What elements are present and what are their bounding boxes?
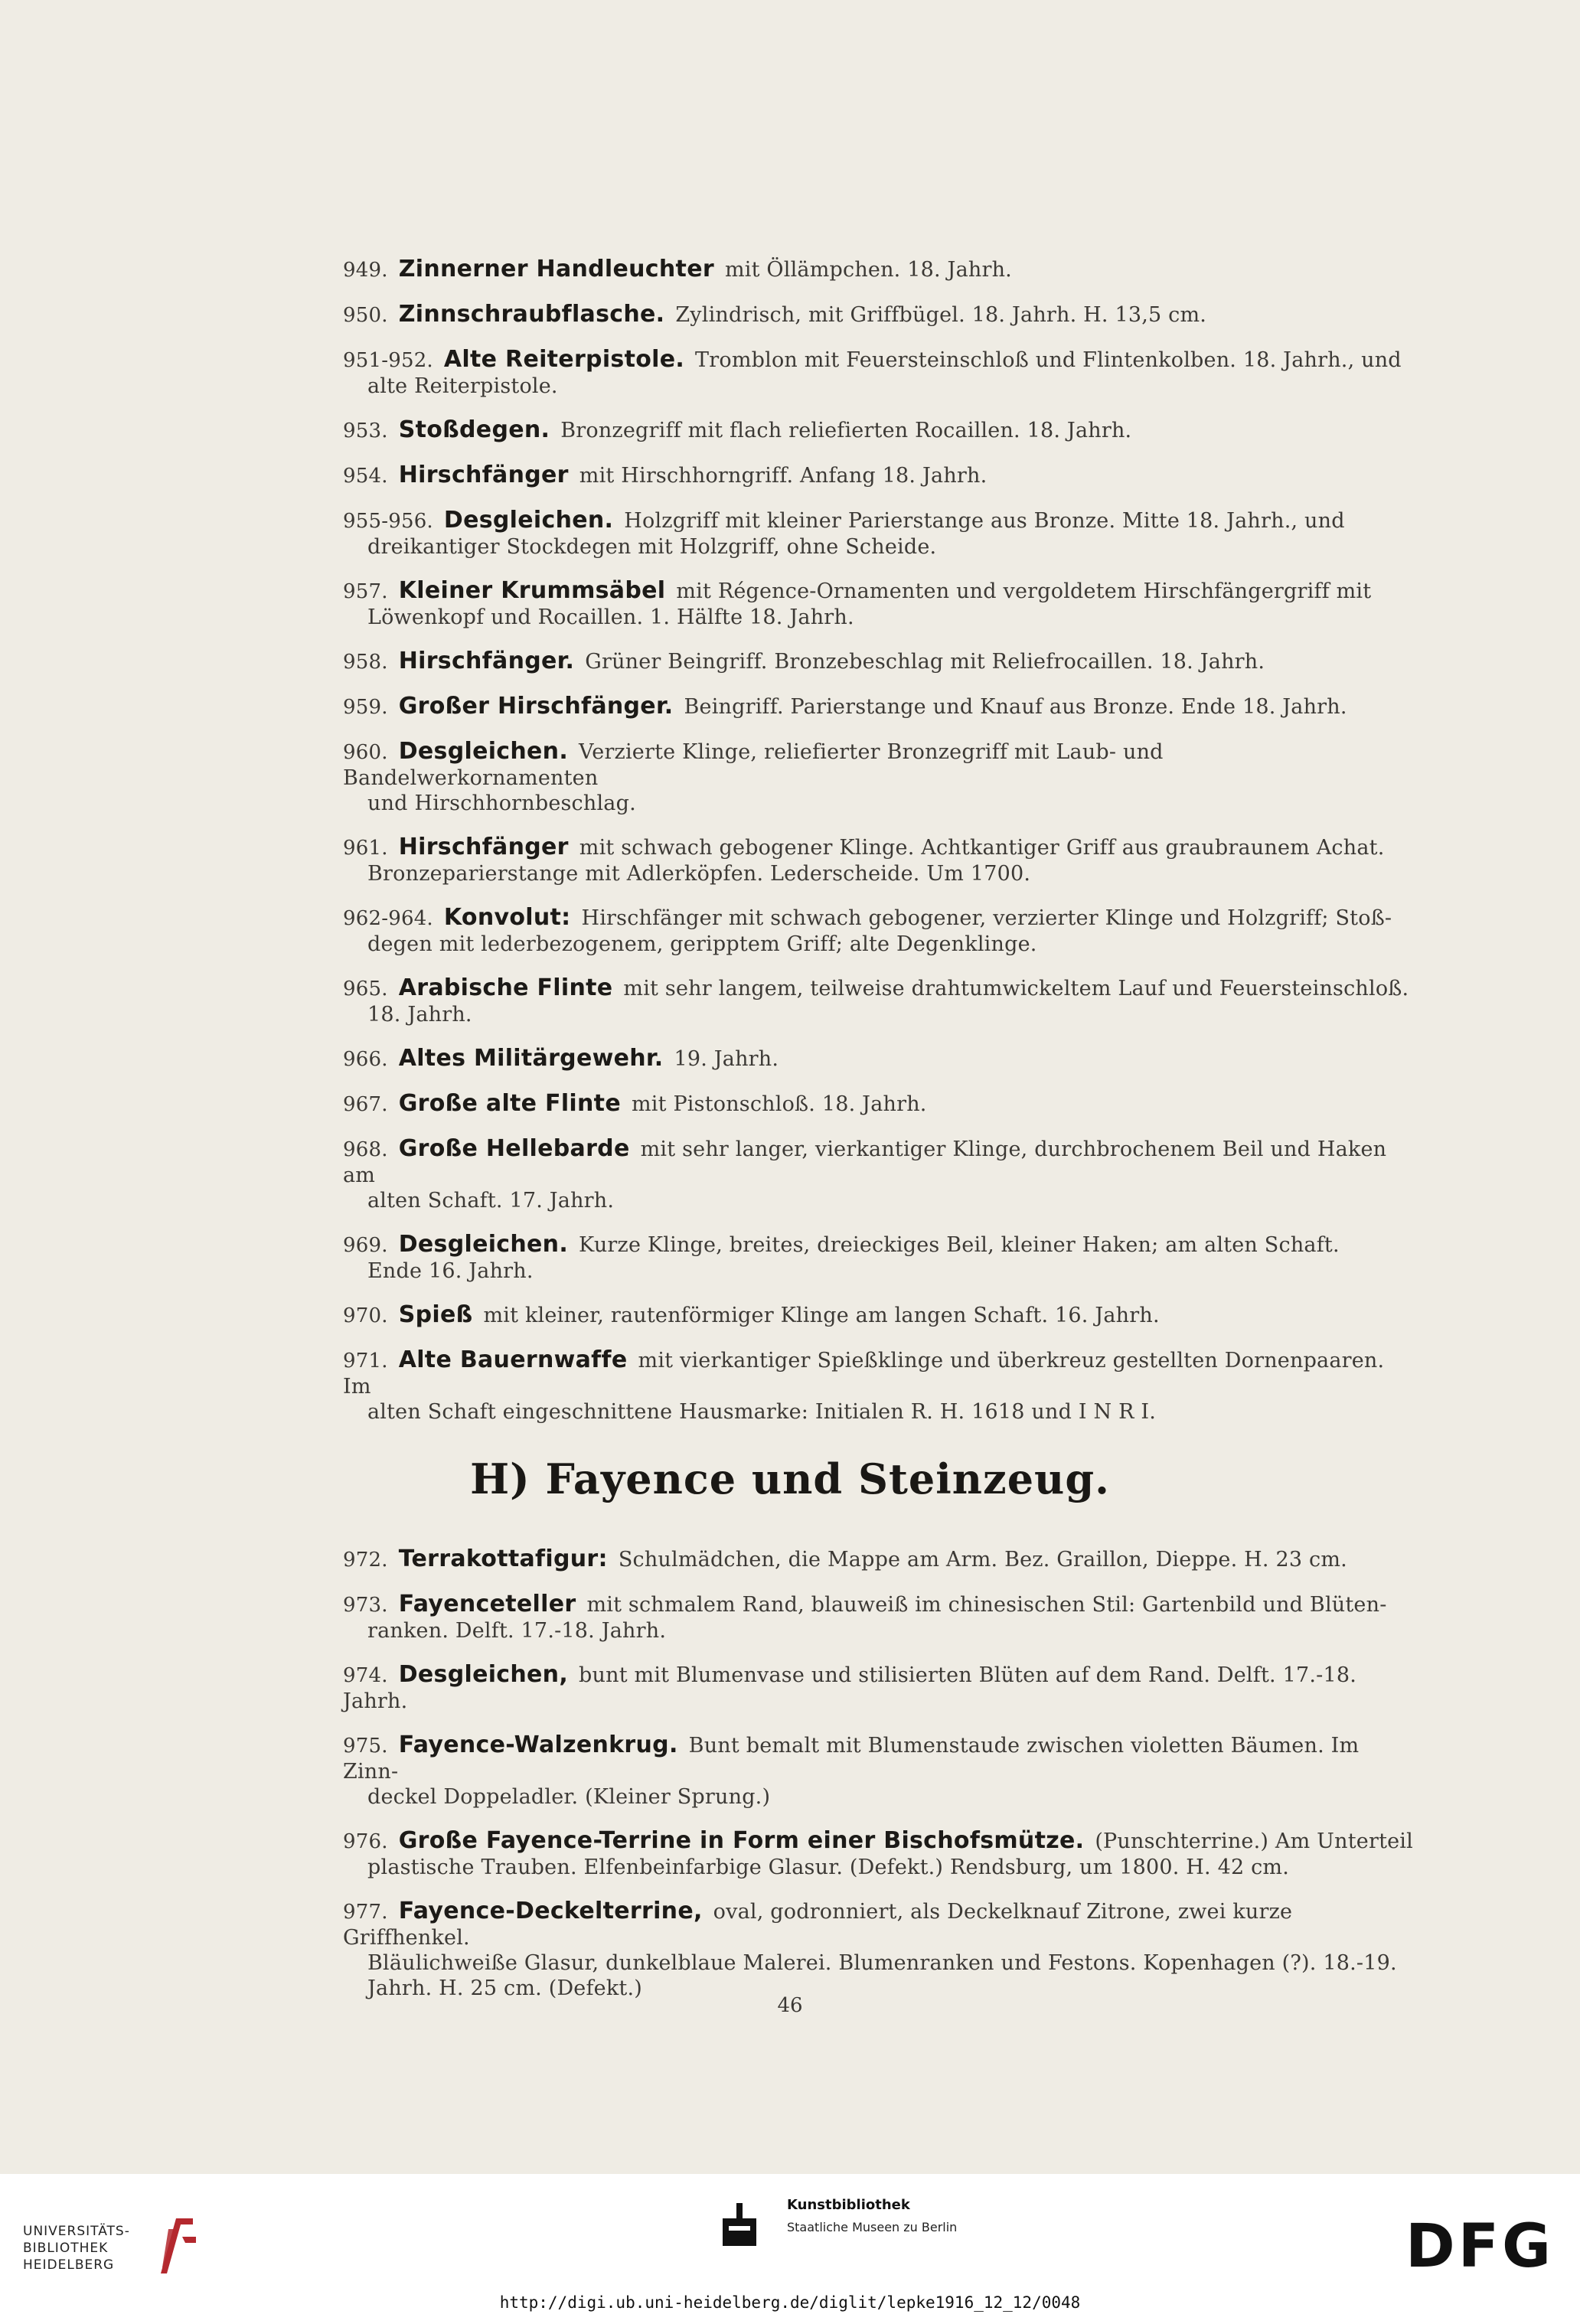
entry-number: 968. [343, 1138, 388, 1161]
entry-description: mit schmalem Rand, blauweiß im chinesischen Stil: Gartenbild und Blüten- [586, 1593, 1387, 1617]
entry-description: Kurze Klinge, breites, dreieckiges Beil, kleiner Haken; am alten Schaft. [579, 1233, 1340, 1257]
entry-continuation: degen mit lederbezogenem, geripptem Griff; alte Degenklinge. [367, 932, 1037, 956]
catalog-entry [343, 1546, 1415, 1573]
entry-description: Bunt bemalt mit Blumenstaude zwischen violetten Bäumen. Im Zinn- [343, 1734, 1360, 1784]
catalog-entry [343, 1046, 1415, 1072]
entry-continuation: und Hirschhornbeschlag. [367, 792, 636, 815]
entry-number: 965. [343, 978, 388, 1000]
entry-number: 955-956. [343, 510, 433, 533]
entry-title: Desgleichen. [398, 1231, 569, 1258]
entry-number: 951-952. [343, 349, 433, 372]
entry-description: Schulmädchen, die Mappe am Arm. Bez. Graillon, Dieppe. H. 23 cm. [618, 1548, 1347, 1572]
catalog-entry [343, 648, 1415, 675]
catalog-entry [343, 578, 1415, 630]
entry-description: bunt mit Blumenvase und stilisierten Blüten auf dem Rand. Delft. 17.-18. Jahrh. [343, 1663, 1356, 1713]
entry-title: Terrakottafigur: [398, 1546, 608, 1572]
entry-description: Bronzegriff mit flach reliefierten Rocaillen. 18. Jahrh. [560, 419, 1132, 442]
entry-description: mit schwach gebogener Klinge. Achtkantiger Griff aus graubraunem Achat. [579, 836, 1385, 860]
source-url[interactable]: http://digi.ub.uni-heidelberg.de/diglit/lepke1916_12_12/0048 [499, 2293, 1081, 2312]
catalog-entry [343, 1091, 1415, 1118]
entry-number: 966. [343, 1048, 388, 1071]
entry-continuation: dreikantiger Stockdegen mit Holzgriff, ohne Scheide. [367, 535, 937, 559]
catalog-entry [343, 462, 1415, 489]
catalog-entry [343, 347, 1415, 399]
catalog-entry [343, 1347, 1415, 1425]
heidelberg-library-logo[interactable] [23, 2197, 207, 2281]
entry-number: 971. [343, 1350, 388, 1373]
catalog-entry [343, 975, 1415, 1027]
entry-description: mit Öllämpchen. 18. Jahrh. [724, 258, 1012, 282]
entry-number: 957. [343, 580, 388, 603]
page-number: 46 [777, 1994, 803, 2017]
kunstbibliothek-logo[interactable] [723, 2191, 998, 2252]
entry-title: Hirschfänger [398, 462, 569, 488]
entry-continuation: alte Reiterpistole. [367, 374, 558, 398]
entry-number: 976. [343, 1830, 388, 1853]
catalog-entry [343, 739, 1415, 816]
entry-number: 953. [343, 419, 388, 442]
catalog-entries-fayence [343, 1546, 1415, 2019]
entry-description: mit Régence-Ornamenten und vergoldetem Hirschfängergriff mit [676, 579, 1372, 603]
catalog-entry [343, 256, 1415, 283]
uni-line-1: UNIVERSITÄTS- [23, 2224, 130, 2239]
entry-title: Spieß [398, 1301, 473, 1328]
entry-number: 960. [343, 741, 388, 764]
entry-continuation: 18. Jahrh. [367, 1003, 472, 1027]
entry-continuation: Bläulichweiße Glasur, dunkelblaue Malerei. Blumenranken und Festons. Kopenhagen (?). 18.-19. Jahrh. H. 25 cm. (Defekt.) [367, 1951, 1397, 2000]
catalog-entry [343, 1302, 1415, 1329]
entry-number: 972. [343, 1549, 388, 1572]
entry-title: Kleiner Krummsäbel [398, 577, 666, 604]
entry-continuation: deckel Doppeladler. (Kleiner Sprung.) [367, 1785, 771, 1809]
entry-continuation: Bronzeparierstange mit Adlerköpfen. Lederscheide. Um 1700. [367, 862, 1031, 886]
entry-description: Zylindrisch, mit Griffbügel. 18. Jahrh. H. 13,5 cm. [675, 303, 1207, 327]
entry-number: 975. [343, 1735, 388, 1758]
kunstbibliothek-mark-icon [723, 2203, 756, 2246]
catalog-entry [343, 1232, 1415, 1284]
entry-description: mit Pistonschloß. 18. Jahrh. [631, 1092, 927, 1116]
entry-title: Hirschfänger. [398, 648, 575, 674]
entry-title: Fayence-Deckelterrine, [398, 1898, 703, 1924]
entry-number: 961. [343, 837, 388, 860]
entry-title: Desgleichen. [398, 738, 569, 765]
entry-number: 962-964. [343, 907, 433, 930]
entry-title: Große Fayence-Terrine in Form einer Bischofsmütze. [398, 1827, 1085, 1854]
entry-number: 954. [343, 465, 388, 488]
entry-title: Stoßdegen. [398, 416, 550, 443]
entry-title: Desgleichen, [398, 1661, 569, 1688]
entry-number: 967. [343, 1093, 388, 1116]
entry-description: Hirschfänger mit schwach gebogener, verzierter Klinge und Holzgriff; Stoß- [581, 906, 1392, 930]
heidelberg-mark-icon [145, 2214, 199, 2278]
entry-title: Große alte Flinte [398, 1090, 621, 1117]
catalog-entry [343, 694, 1415, 720]
entry-title: Alte Reiterpistole. [443, 346, 685, 373]
kunstbibliothek-subtitle: Staatliche Museen zu Berlin [787, 2220, 958, 2234]
entry-continuation: alten Schaft eingeschnittene Hausmarke: Initialen R. H. 1618 und I N R I. [367, 1400, 1157, 1424]
catalog-entry [343, 1828, 1415, 1880]
entry-description: (Punschterrine.) Am Unterteil [1095, 1829, 1413, 1853]
entry-continuation: plastische Trauben. Elfenbeinfarbige Glasur. (Defekt.) Rendsburg, um 1800. H. 42 cm. [367, 1856, 1290, 1879]
entry-title: Große Hellebarde [398, 1135, 630, 1162]
entry-title: Zinnerner Handleuchter [398, 256, 714, 282]
kunstbibliothek-title: Kunstbibliothek [787, 2197, 910, 2213]
footer-bar [0, 2174, 1580, 2324]
entry-title: Großer Hirschfänger. [398, 693, 674, 720]
catalog-entry [343, 834, 1415, 886]
catalog-entry [343, 1898, 1415, 2001]
catalog-entry [343, 905, 1415, 957]
dfg-logo[interactable]: DFG [1405, 2212, 1555, 2281]
entry-title: Arabische Flinte [398, 974, 613, 1001]
entry-title: Altes Militärgewehr. [398, 1045, 664, 1072]
entry-description: Tromblon mit Feuersteinschloß und Flintenkolben. 18. Jahrh., und [695, 348, 1402, 372]
entry-description: mit kleiner, rautenförmiger Klinge am langen Schaft. 16. Jahrh. [483, 1304, 1160, 1327]
entry-number: 950. [343, 304, 388, 327]
entry-title: Fayenceteller [398, 1591, 576, 1617]
catalog-entry [343, 1591, 1415, 1643]
entry-description: Verzierte Klinge, reliefierter Bronzegriff mit Laub- und Bandelwerkornamenten [343, 740, 1164, 790]
entry-title: Fayence-Walzenkrug. [398, 1732, 678, 1758]
entry-continuation: ranken. Delft. 17.-18. Jahrh. [367, 1619, 667, 1643]
entry-description: Beingriff. Parierstange und Knauf aus Bronze. Ende 18. Jahrh. [684, 695, 1347, 719]
entry-description: 19. Jahrh. [674, 1047, 779, 1071]
uni-line-3: HEIDELBERG [23, 2257, 115, 2273]
catalog-entry [343, 1662, 1415, 1714]
entry-description: mit sehr langem, teilweise drahtumwickeltem Lauf und Feuersteinschloß. [623, 977, 1409, 1000]
entry-description: mit Hirschhorngriff. Anfang 18. Jahrh. [579, 464, 988, 488]
entry-number: 958. [343, 651, 388, 674]
entry-number: 977. [343, 1901, 388, 1924]
catalog-entry [343, 508, 1415, 560]
entry-title: Desgleichen. [443, 507, 614, 534]
entry-description: Holzgriff mit kleiner Parierstange aus Bronze. Mitte 18. Jahrh., und [624, 509, 1345, 533]
entry-description: oval, godronniert, als Deckelknauf Zitrone, zwei kurze Griffhenkel. [343, 1900, 1293, 1950]
entry-number: 974. [343, 1664, 388, 1687]
entry-number: 973. [343, 1594, 388, 1617]
entry-number: 969. [343, 1234, 388, 1257]
entry-continuation: Ende 16. Jahrh. [367, 1259, 534, 1283]
entry-continuation: Löwenkopf und Rocaillen. 1. Hälfte 18. Jahrh. [367, 605, 854, 629]
entry-number: 959. [343, 696, 388, 719]
entry-continuation: alten Schaft. 17. Jahrh. [367, 1189, 615, 1213]
catalog-entry [343, 417, 1415, 444]
catalog-entries-weapons [343, 256, 1415, 1443]
heidelberg-logo-text [23, 2223, 130, 2273]
entry-number: 949. [343, 259, 388, 282]
catalog-entry [343, 1136, 1415, 1213]
entry-title: Hirschfänger [398, 834, 569, 860]
catalog-entry [343, 302, 1415, 328]
section-heading: H) Fayence und Steinzeug. [470, 1454, 1110, 1503]
entry-title: Zinnschraubflasche. [398, 301, 665, 328]
entry-description: mit sehr langer, vierkantiger Klinge, durchbrochenem Beil und Haken am [343, 1138, 1387, 1187]
entry-description: Grüner Beingriff. Bronzebeschlag mit Reliefrocaillen. 18. Jahrh. [585, 650, 1265, 674]
entry-number: 970. [343, 1304, 388, 1327]
entry-title: Alte Bauernwaffe [398, 1346, 628, 1373]
entry-title: Konvolut: [443, 904, 571, 931]
uni-line-2: BIBLIOTHEK [23, 2241, 109, 2256]
entry-description: mit vierkantiger Spießklinge und überkreuz gestellten Dornenpaaren. Im [343, 1349, 1385, 1399]
catalog-entry [343, 1732, 1415, 1810]
